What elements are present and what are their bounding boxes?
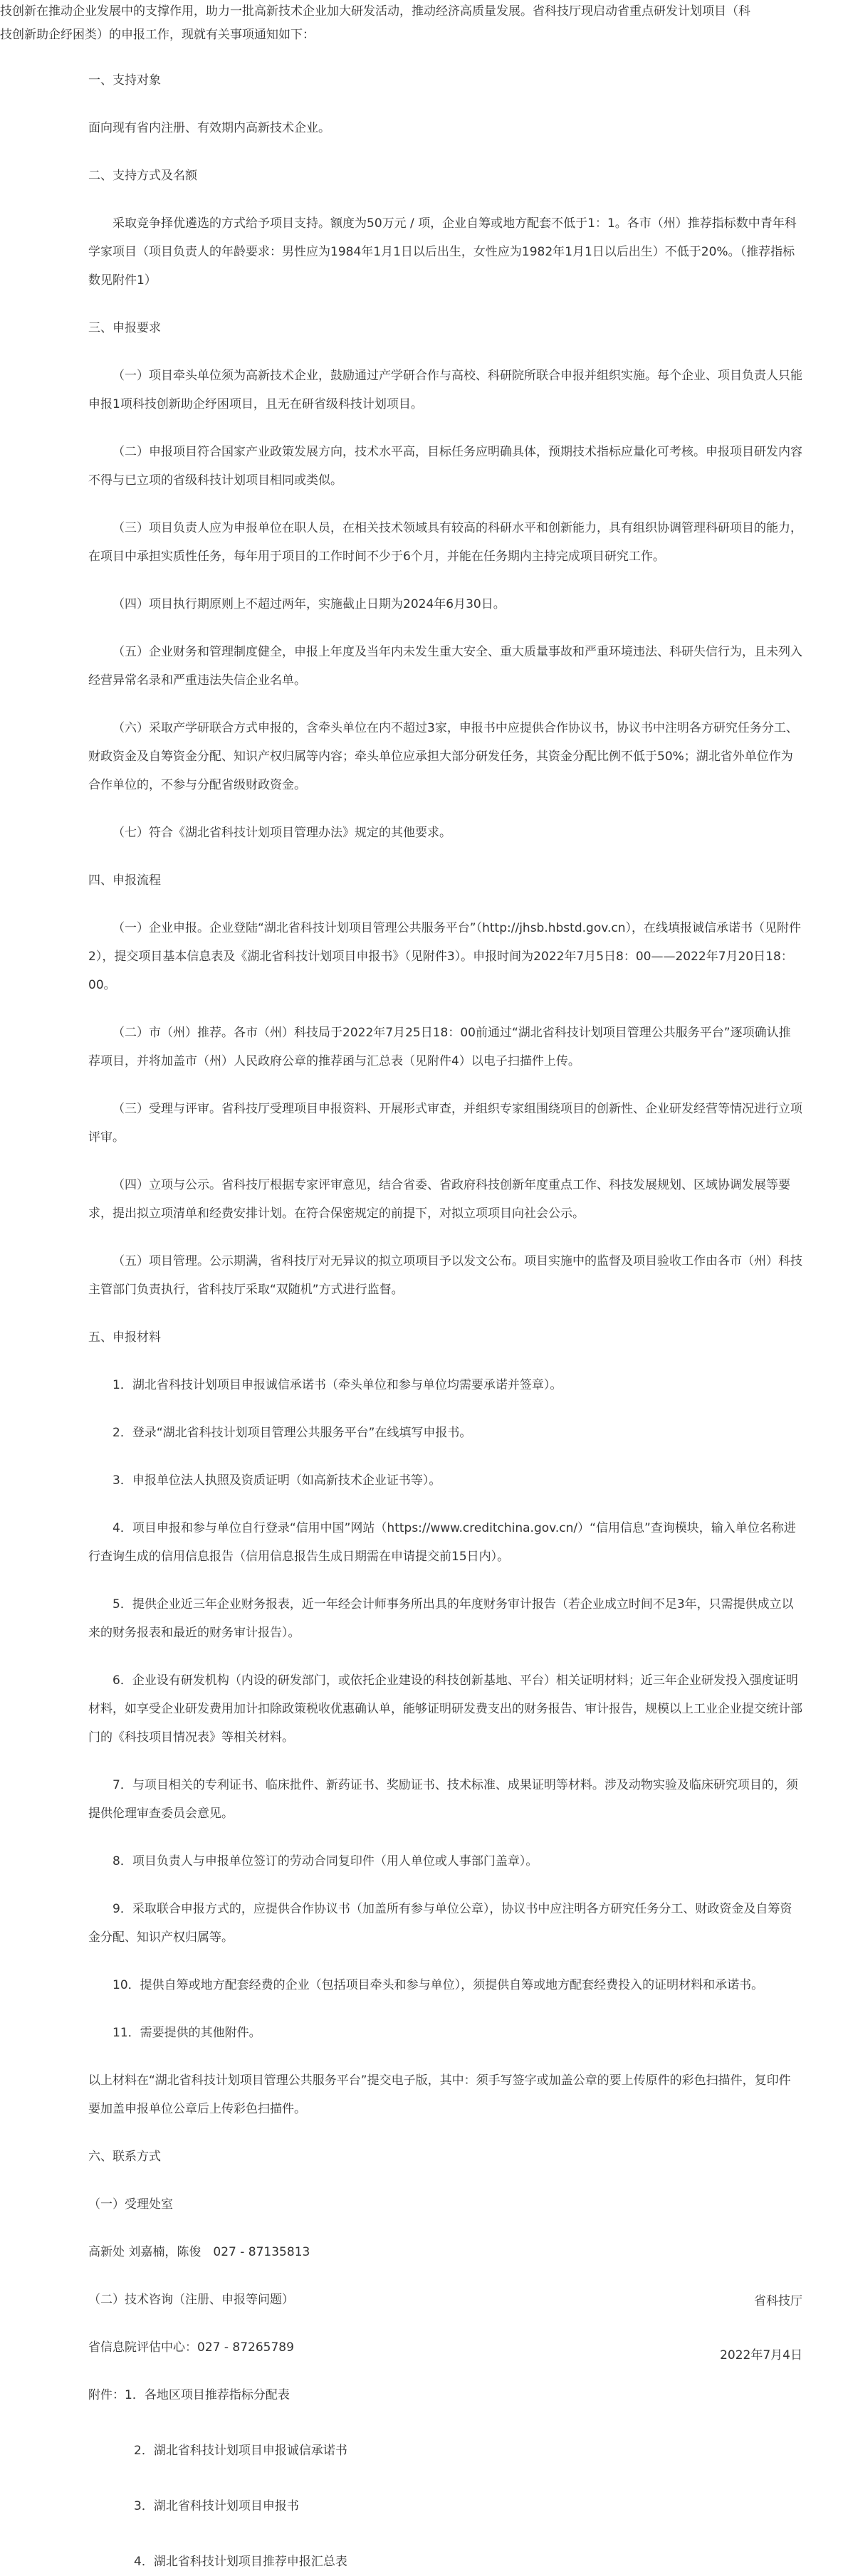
section-4-item-2: （二）市（州）推荐。各市（州）科技局于2022年7月25日18：00前通过“湖北省科技计划项目管理公共服务平台”逐项确认推荐项目，并将加盖市（州）人民政府公章的推荐函与汇总表（见附件4）以电子扫描件上传。 bbox=[88, 1026, 791, 1068]
attachment-item-1: 附件：1．各地区项目推荐指标分配表 bbox=[88, 2388, 290, 2402]
section-5-material-5: 5．提供企业近三年企业财务报表，近一年经会计师事务所出具的年度财务审计报告（若企业成立时间不足3年，只需提供成立以来的财务报表和最近的财务审计报告）。 bbox=[88, 1597, 794, 1640]
section-3-item-1: （一）项目牵头单位须为高新技术企业，鼓励通过产学研合作与高校、科研院所联合申报并组织实施。每个企业、项目负责人只能申报1项科技创新助企纾困项目，且无在研省级科技计划项目。 bbox=[88, 369, 802, 411]
section-3-item-5: （五）企业财务和管理制度健全，申报上年度及当年内未发生重大安全、重大质量事故和严重环境违法、科研失信行为，且未列入经营异常名录和严重违法失信企业名单。 bbox=[88, 645, 802, 688]
section-3-heading: 三、申报要求 bbox=[88, 321, 161, 335]
section-3-item-4: （四）项目执行期原则上不超过两年，实施截止日期为2024年6月30日。 bbox=[112, 597, 506, 611]
section-3-item-3: （三）项目负责人应为申报单位在职人员，在相关技术领域具有较高的科研水平和创新能力，具有组织协调管理科研项目的能力，在项目中承担实质性任务，每年用于项目的工作时间不少于6个月，并能在任务期内主持完成项目研究工作。 bbox=[88, 521, 802, 564]
section-5-material-9: 9．采取联合申报方式的，应提供合作协议书（加盖所有参与单位公章），协议书中应注明各方研究任务分工、财政资金及自筹资金分配、知识产权归属等。 bbox=[88, 1902, 792, 1945]
issuer-signature: 省科技厅 bbox=[754, 2294, 802, 2308]
section-5-material-7: 7．与项目相关的专利证书、临床批件、新药证书、奖励证书、技术标准、成果证明等材料。涉及动物实验及临床研究项目的，须提供伦理审查委员会意见。 bbox=[88, 1778, 798, 1821]
attachment-item-4: 4．湖北省科技计划项目推荐申报汇总表 bbox=[134, 2555, 347, 2569]
attachment-item-3: 3．湖北省科技计划项目申报书 bbox=[134, 2499, 299, 2513]
section-4-item-4: （四）立项与公示。省科技厅根据专家评审意见，结合省委、省政府科技创新年度重点工作、科技发展规划、区域协调发展等要求，提出拟立项清单和经费安排计划。在符合保密规定的前提下，对拟立项项目向社会公示。 bbox=[88, 1178, 790, 1221]
attachment-item-2: 2．湖北省科技计划项目申报诚信承诺书 bbox=[134, 2444, 347, 2458]
section-5-note: 以上材料在“湖北省科技计划项目管理公共服务平台”提交电子版，其中：须手写签字或加盖公章的要上传原件的彩色扫描件，复印件要加盖申报单位公章后上传彩色扫描件。 bbox=[88, 2073, 791, 2116]
section-5-material-1: 1．湖北省科技计划项目申报诚信承诺书（牵头单位和参与单位均需要承诺并签章）。 bbox=[112, 1378, 562, 1392]
section-5-material-3: 3．申报单位法人执照及资质证明（如高新技术企业证书等）。 bbox=[112, 1473, 441, 1488]
section-1-heading: 一、支持对象 bbox=[88, 73, 161, 88]
contact-line-2: 省信息院评估中心：027 - 87265789 bbox=[88, 2340, 294, 2355]
document-body bbox=[88, 66, 802, 2576]
section-5-material-10: 10．提供自筹或地方配套经费的企业（包括项目牵头和参与单位），须提供自筹或地方配套经费投入的证明材料和承诺书。 bbox=[112, 1978, 764, 1992]
section-5-material-2: 2．登录“湖北省科技计划项目管理公共服务平台”在线填写申报书。 bbox=[112, 1426, 472, 1440]
section-2-paragraph: 采取竞争择优遴选的方式给予项目支持。额度为50万元 / 项，企业自筹或地方配套不低于1：1。各市（州）推荐指标数中青年科学家项目（项目负责人的年龄要求：男性应为1984年1月1日以后出生，女性应为1982年1月1日以后出生）不低于20%。（推荐指标数见附件1） bbox=[88, 216, 797, 288]
intro-paragraph: 技创新在推动企业发展中的支撑作用，助力一批高新技术企业加大研发活动，推动经济高质量发展。省科技厅现启动省重点研发计划项目（科技创新助企纾困类）的申报工作，现就有关事项通知如下： bbox=[0, 4, 750, 42]
section-4-item-3: （三）受理与评审。省科技厅受理项目申报资料、开展形式审查，并组织专家组围绕项目的创新性、企业研发经营等情况进行立项评审。 bbox=[88, 1102, 802, 1145]
section-4-heading: 四、申报流程 bbox=[88, 873, 161, 888]
section-5-material-11: 11．需要提供的其他附件。 bbox=[112, 2026, 261, 2040]
contact-subheading-2: （二）技术咨询（注册、申报等问题） bbox=[88, 2293, 294, 2307]
section-5-heading: 五、申报材料 bbox=[88, 1330, 161, 1345]
section-1-paragraph: 面向现有省内注册、有效期内高新技术企业。 bbox=[88, 121, 330, 135]
section-4-item-5: （五）项目管理。公示期满，省科技厅对无异议的拟立项项目予以发文公布。项目实施中的监督及项目验收工作由各市（州）科技主管部门负责执行，省科技厅采取“双随机”方式进行监督。 bbox=[88, 1254, 802, 1297]
section-3-item-7: （七）符合《湖北省科技计划项目管理办法》规定的其他要求。 bbox=[112, 826, 451, 840]
contact-subheading-1: （一）受理处室 bbox=[88, 2197, 173, 2212]
issue-date: 2022年7月4日 bbox=[720, 2348, 802, 2362]
section-5-material-8: 8．项目负责人与申报单位签订的劳动合同复印件（用人单位或人事部门盖章）。 bbox=[112, 1854, 538, 1868]
contact-line-1: 高新处 刘嘉楠，陈俊 027 - 87135813 bbox=[88, 2245, 310, 2259]
section-3-item-6: （六）采取产学研联合方式申报的，含牵头单位在内不超过3家，申报书中应提供合作协议书，协议书中注明各方研究任务分工、财政资金及自筹资金分配、知识产权归属等内容；牵头单位应承担大部分研发任务，其资金分配比例不低于50%；湖北省外单位作为合作单位的，不参与分配省级财政资金。 bbox=[88, 721, 798, 792]
section-4-item-1: （一）企业申报。企业登陆“湖北省科技计划项目管理公共服务平台”（http://jhsb.hbstd.gov.cn），在线填报诚信承诺书（见附件2），提交项目基本信息表及《湖北省科技计划项目申报书》（见附件3）。申报时间为2022年7月5日8：00——2022年7月20日18：00。 bbox=[88, 921, 801, 992]
section-5-material-4: 4．项目申报和参与单位自行登录“信用中国”网站（https://www.creditchina.gov.cn/）“信用信息”查询模块，输入单位名称进行查询生成的信用信息报告（信用信息报告生成日期需在申请提交前15日内）。 bbox=[88, 1521, 796, 1564]
section-3-item-2: （二）申报项目符合国家产业政策发展方向，技术水平高，目标任务应明确具体，预期技术指标应量化可考核。申报项目研发内容不得与已立项的省级科技计划项目相同或类似。 bbox=[88, 445, 802, 488]
section-2-heading: 二、支持方式及名额 bbox=[88, 169, 197, 183]
section-5-material-6: 6．企业设有研发机构（内设的研发部门，或依托企业建设的科技创新基地、平台）相关证明材料；近三年企业研发投入强度证明材料，如享受企业研发费用加计扣除政策税收优惠确认单，能够证明研发费支出的财务报告、审计报告，规模以上工业企业提交统计部门的《科技项目情况表》等相关材料。 bbox=[88, 1673, 802, 1745]
section-6-heading: 六、联系方式 bbox=[88, 2150, 161, 2164]
